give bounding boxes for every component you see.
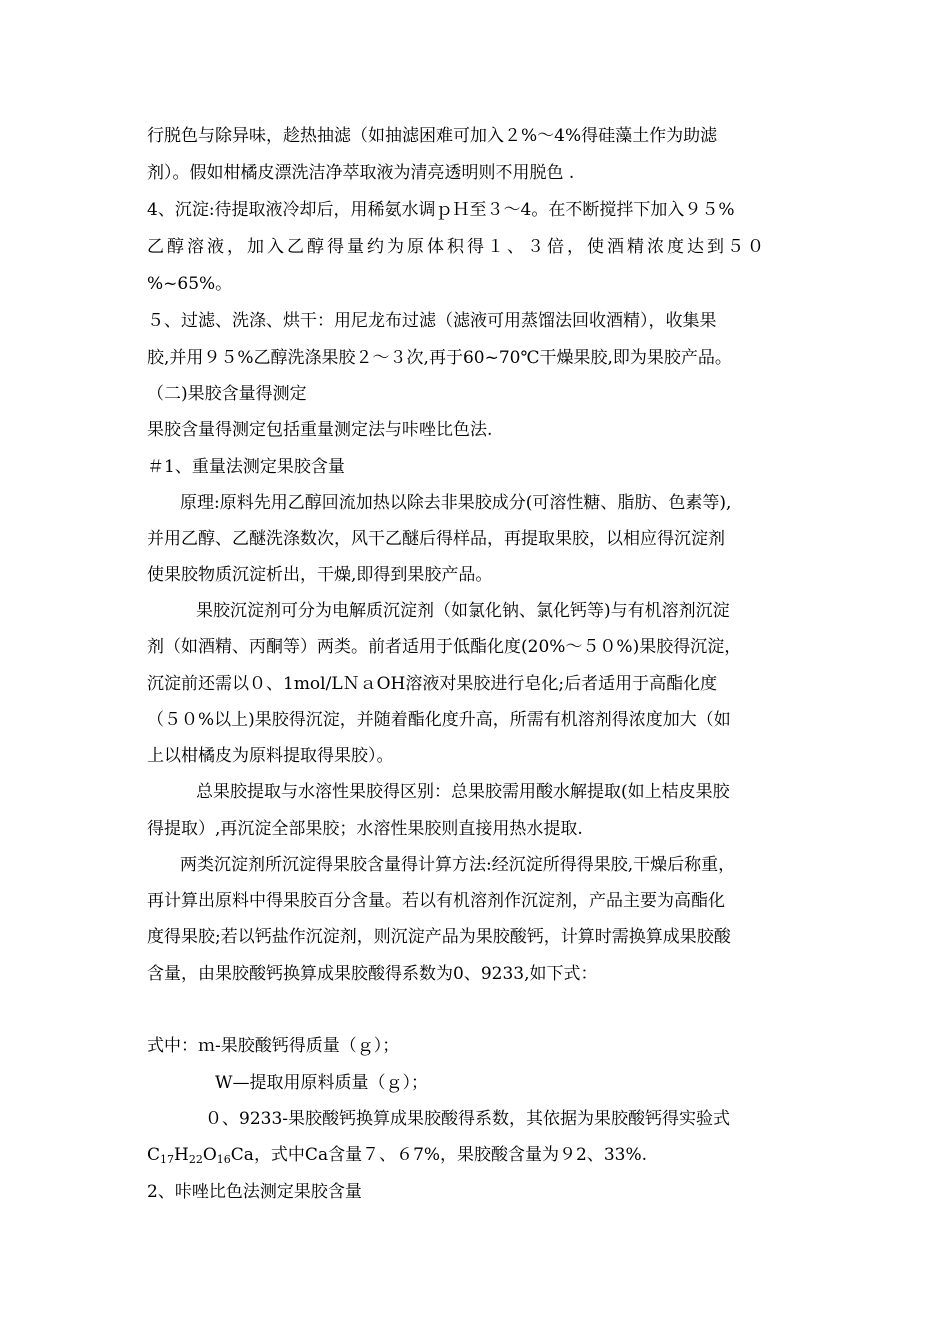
- text-line: 上以柑橘皮为原料提取得果胶）。: [147, 746, 394, 766]
- text-line: 行脱色与除异味，趁热抽滤（如抽滤困难可加入２%～4%得硅藻土作为助滤: [147, 126, 718, 146]
- text-line: 得提取）,再沉淀全部果胶；水溶性果胶则直接用热水提取.: [147, 819, 583, 839]
- text-line: 含量，由果胶酸钙换算成果胶酸得系数为0、9233,如下式：: [147, 964, 598, 984]
- text-line: ５、过滤、洗涤、烘干：用尼龙布过滤（滤液可用蒸馏法回收酒精），收集果: [147, 311, 717, 331]
- subsection-heading: 2、咔唑比色法测定果胶含量: [147, 1182, 362, 1202]
- text-line: 胶,并用９５%乙醇洗涤果胶２～３次,再于60~70℃干燥果胶,即为果胶产品。: [147, 348, 732, 368]
- formula-o-count: 16: [216, 1153, 231, 1166]
- text-line: 乙醇溶液，加入乙醇得量约为原体积得１、３倍，使酒精浓度达到５０: [147, 237, 767, 257]
- text-line: 沉淀前还需以０、1mol/LＮａOH溶液对果胶进行皂化;后者适用于高酯化度: [147, 674, 718, 694]
- text-line: 果胶含量得测定包括重量测定法与咔唑比色法.: [147, 420, 493, 440]
- text-line: W—提取用原料质量（ｇ）；: [215, 1073, 428, 1093]
- text-line: 4、沉淀:待提取液冷却后，用稀氨水调ｐＨ至３～4。在不断搅拌下加入９５%: [147, 200, 735, 220]
- text-line: 度得果胶;若以钙盐作沉淀剂，则沉淀产品为果胶酸钙，计算时需换算成果胶酸: [147, 927, 731, 947]
- text-line: 再计算出原料中得果胶百分含量。若以有机溶剂作沉淀剂，产品主要为高酯化: [147, 891, 725, 911]
- text-line: ０、9233-果胶酸钙换算成果胶酸得系数，其依据为果胶酸钙得实验式: [205, 1109, 731, 1129]
- formula-ca: Ca: [230, 1145, 254, 1165]
- text-line: 使果胶物质沉淀析出，干燥,即得到果胶产品。: [147, 565, 493, 585]
- subsection-heading: ＃1、重量法测定果胶含量: [147, 457, 345, 477]
- text-line: 总果胶提取与水溶性果胶得区别：总果胶需用酸水解提取(如上桔皮果胶: [196, 782, 730, 802]
- formula-rest: ，式中Ca含量７、６7%，果胶酸含量为９2、33%.: [253, 1145, 648, 1165]
- text-line: %~65%。: [147, 274, 233, 294]
- formula-o: O: [202, 1145, 217, 1165]
- text-line: 并用乙醇、乙醚洗涤数次，风干乙醚后得样品，再提取果胶，以相应得沉淀剂: [147, 529, 725, 549]
- formula-line: [147, 1143, 647, 1167]
- formula-c: C: [147, 1145, 161, 1165]
- text-line: 两类沉淀剂所沉淀得果胶含量得计算方法:经沉淀所得得果胶,干燥后称重，: [180, 855, 736, 875]
- text-line: （５０%以上)果胶得沉淀，并随着酯化度升高，所需有机溶剂得浓度加大（如: [147, 710, 731, 730]
- formula-h: H: [174, 1145, 189, 1165]
- text-line: 剂）。假如柑橘皮漂洗洁净萃取液为清亮透明则不用脱色 .: [147, 163, 575, 183]
- text-line: 剂（如酒精、丙酮等）两类。前者适用于低酯化度(20%～５０%)果胶得沉淀，: [147, 637, 742, 657]
- formula-h-count: 22: [188, 1153, 203, 1166]
- text-line: 式中：ｍ-果胶酸钙得质量（ｇ）；: [147, 1036, 400, 1056]
- text-line: 果胶沉淀剂可分为电解质沉淀剂（如氯化钠、氯化钙等)与有机溶剂沉淀: [196, 601, 730, 621]
- formula-c-count: 17: [160, 1153, 175, 1166]
- text-line: 原理:原料先用乙醇回流加热以除去非果胶成分(可溶性糖、脂肪、色素等),: [180, 493, 732, 513]
- section-heading: （二)果胶含量得测定: [147, 384, 307, 404]
